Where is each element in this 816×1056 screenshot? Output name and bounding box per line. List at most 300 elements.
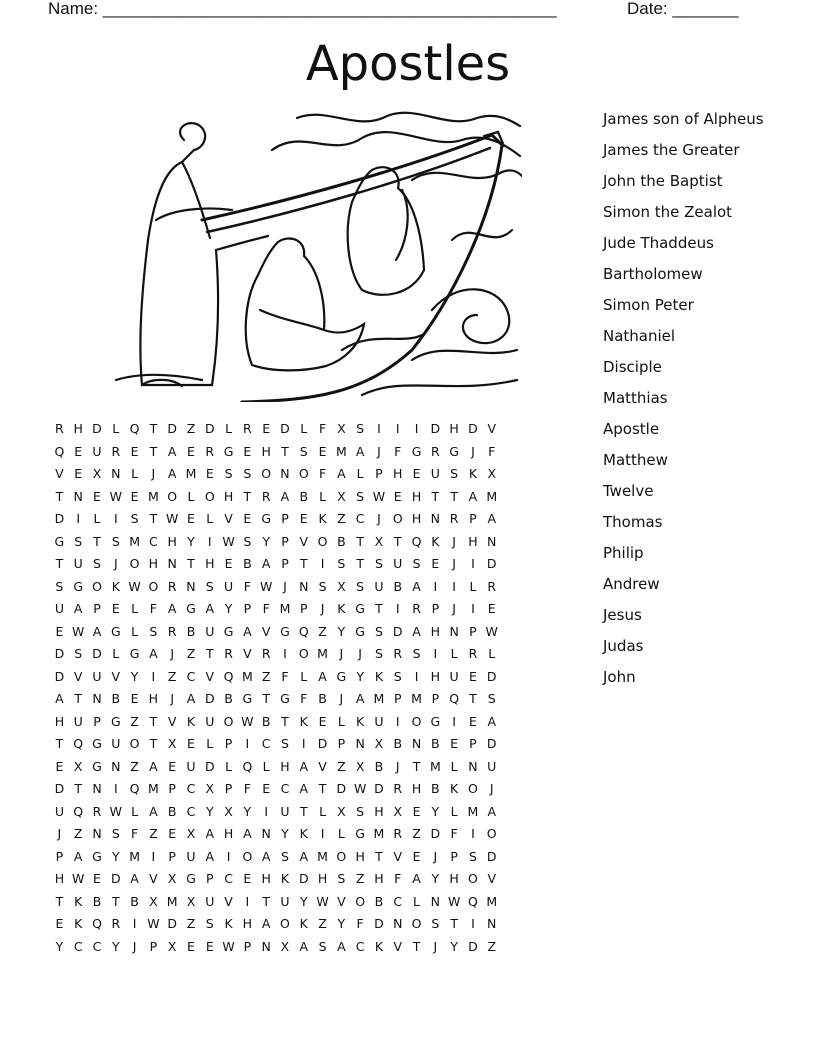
- grid-letter: U: [54, 601, 64, 616]
- grid-letter: N: [449, 623, 459, 639]
- grid-letter: C: [224, 871, 233, 886]
- grid-letter: U: [487, 758, 497, 774]
- grid-letter: T: [55, 488, 64, 504]
- grid-letter: P: [281, 511, 289, 526]
- grid-letter: T: [281, 443, 289, 459]
- grid-letter: I: [132, 916, 137, 931]
- word-list-item: Judas: [603, 637, 644, 655]
- grid-letter: E: [130, 488, 139, 504]
- grid-letter: W: [109, 803, 122, 819]
- grid-letter: X: [355, 758, 365, 774]
- grid-letter: Y: [356, 668, 364, 684]
- grid-letter: P: [281, 556, 289, 571]
- grid-row: [50, 624, 501, 647]
- grid-letter: S: [412, 556, 421, 571]
- grid-letter: E: [412, 803, 421, 819]
- grid-letter: M: [486, 893, 498, 909]
- grid-letter: E: [431, 556, 440, 571]
- grid-letter: L: [206, 511, 214, 526]
- grid-letter: Y: [55, 938, 64, 954]
- grid-letter: X: [374, 533, 384, 549]
- grid-letter: O: [468, 781, 478, 796]
- grid-letter: R: [92, 803, 102, 819]
- grid-letter: M: [166, 893, 178, 909]
- grid-letter: V: [224, 511, 233, 526]
- grid-letter: V: [318, 758, 327, 774]
- grid-letter: C: [393, 893, 403, 909]
- grid-letter: F: [262, 601, 270, 616]
- grid-letter: F: [394, 443, 402, 459]
- grid-letter: P: [55, 848, 64, 864]
- grid-letter: T: [469, 691, 477, 706]
- grid-letter: D: [468, 938, 478, 954]
- grid-letter: K: [299, 916, 308, 931]
- grid-letter: L: [319, 488, 327, 504]
- grid-letter: M: [317, 848, 328, 864]
- grid-row: [50, 916, 501, 939]
- grid-letter: D: [486, 556, 497, 571]
- grid-letter: S: [280, 848, 289, 864]
- grid-letter: Z: [412, 826, 421, 841]
- word-list-item: Nathaniel: [603, 327, 676, 345]
- grid-letter: B: [393, 736, 403, 751]
- date-line: Date: _______: [627, 0, 739, 18]
- grid-letter: D: [204, 421, 215, 436]
- grid-letter: S: [74, 533, 83, 549]
- grid-letter: L: [413, 893, 421, 909]
- grid-letter: Q: [54, 443, 65, 459]
- grid-letter: T: [262, 893, 270, 909]
- grid-letter: X: [186, 893, 196, 909]
- grid-letter: X: [337, 488, 346, 504]
- grid-letter: B: [167, 803, 177, 819]
- grid-letter: V: [73, 668, 83, 684]
- grid-letter: W: [372, 488, 386, 504]
- grid-letter: B: [374, 893, 384, 909]
- grid-letter: T: [450, 916, 458, 931]
- grid-letter: S: [93, 556, 101, 571]
- grid-letter: E: [393, 488, 402, 504]
- grid-letter: I: [301, 736, 306, 751]
- standing-apostle: [140, 123, 268, 385]
- grid-letter: F: [130, 826, 139, 841]
- grid-letter: X: [92, 466, 102, 481]
- grid-letter: G: [355, 623, 365, 639]
- grid-letter: S: [318, 938, 327, 954]
- apostles-boat-illustration: [112, 110, 522, 402]
- grid-letter: Z: [130, 758, 139, 774]
- grid-letter: A: [149, 646, 158, 661]
- grid-letter: A: [167, 466, 177, 481]
- grid-letter: P: [93, 713, 101, 729]
- grid-letter: M: [373, 691, 385, 706]
- grid-letter: S: [318, 578, 327, 594]
- grid-letter: R: [55, 421, 64, 436]
- grid-letter: A: [299, 848, 309, 864]
- grid-letter: A: [261, 916, 271, 931]
- grid-letter: H: [411, 488, 422, 504]
- grid-letter: I: [395, 713, 400, 729]
- grid-letter: E: [243, 511, 252, 526]
- grid-letter: D: [204, 758, 215, 774]
- grid-letter: I: [395, 421, 400, 436]
- grid-letter: F: [318, 466, 327, 481]
- grid-letter: L: [262, 758, 270, 774]
- grid-letter: I: [113, 781, 118, 796]
- grid-letter: S: [74, 646, 83, 661]
- word-list-item: Bartholomew: [603, 265, 703, 283]
- grid-letter: L: [450, 803, 458, 819]
- grid-letter: D: [298, 871, 309, 886]
- grid-letter: Z: [73, 826, 83, 841]
- grid-letter: Y: [299, 893, 308, 909]
- grid-letter: A: [149, 803, 158, 819]
- grid-letter: V: [111, 668, 121, 684]
- grid-letter: U: [280, 893, 290, 909]
- grid-letter: X: [487, 466, 497, 481]
- grid-letter: E: [299, 511, 308, 526]
- grid-letter: Z: [186, 916, 196, 931]
- grid-letter: E: [487, 601, 496, 616]
- grid-letter: O: [298, 646, 309, 661]
- grid-letter: A: [487, 803, 496, 819]
- grid-letter: U: [393, 556, 403, 571]
- grid-letter: L: [488, 646, 496, 661]
- grid-letter: O: [468, 871, 478, 886]
- grid-letter: G: [92, 848, 102, 864]
- grid-letter: H: [148, 556, 159, 571]
- grid-letter: R: [393, 826, 403, 841]
- grid-letter: U: [186, 848, 196, 864]
- grid-letter: N: [73, 488, 83, 504]
- grid-letter: W: [316, 893, 329, 909]
- grid-letter: U: [449, 668, 459, 684]
- grid-letter: K: [450, 781, 459, 796]
- grid-letter: Q: [468, 893, 478, 909]
- grid-letter: T: [205, 646, 214, 661]
- grid-letter: B: [130, 893, 139, 909]
- grid-letter: H: [374, 803, 384, 819]
- grid-letter: X: [337, 803, 346, 819]
- grid-letter: J: [452, 601, 456, 616]
- grid-letter: H: [54, 871, 65, 886]
- grid-letter: S: [149, 623, 158, 639]
- grid-letter: V: [224, 893, 233, 909]
- word-list-item: Twelve: [603, 482, 654, 500]
- grid-letter: T: [74, 781, 83, 796]
- grid-letter: M: [486, 488, 498, 504]
- grid-letter: R: [393, 781, 403, 796]
- grid-letter: O: [148, 578, 159, 594]
- grid-letter: J: [433, 938, 438, 954]
- grid-letter: D: [468, 421, 478, 436]
- grid-letter: A: [487, 511, 496, 526]
- grid-letter: V: [487, 421, 496, 436]
- grid-letter: I: [471, 601, 475, 616]
- grid-letter: J: [113, 556, 118, 571]
- grid-letter: B: [431, 781, 440, 796]
- grid-letter: D: [392, 623, 403, 639]
- grid-letter: F: [394, 871, 402, 886]
- grid-row: [50, 759, 501, 782]
- grid-letter: T: [281, 713, 289, 729]
- grid-letter: Y: [243, 803, 252, 819]
- grid-letter: C: [186, 668, 196, 684]
- grid-letter: J: [57, 826, 62, 841]
- grid-row: [50, 714, 501, 737]
- grid-letter: C: [261, 736, 271, 751]
- grid-letter: E: [187, 443, 195, 459]
- grid-letter: J: [489, 781, 494, 796]
- grid-letter: I: [113, 511, 118, 526]
- grid-letter: L: [131, 466, 139, 481]
- grid-letter: Y: [337, 916, 346, 931]
- grid-letter: N: [261, 826, 271, 841]
- seated-figure: [348, 167, 424, 295]
- grid-letter: D: [54, 646, 65, 661]
- grid-letter: Z: [130, 713, 139, 729]
- grid-letter: R: [167, 623, 177, 639]
- grid-letter: B: [318, 691, 327, 706]
- grid-letter: I: [471, 916, 475, 931]
- grid-letter: G: [186, 601, 196, 616]
- grid-letter: E: [74, 466, 83, 481]
- grid-letter: X: [167, 736, 177, 751]
- grid-letter: Z: [186, 421, 196, 436]
- grid-letter: T: [187, 556, 195, 571]
- grid-letter: Q: [73, 803, 84, 819]
- grid-letter: U: [205, 623, 215, 639]
- grid-letter: C: [355, 511, 365, 526]
- grid-letter: A: [468, 488, 478, 504]
- grid-letter: J: [151, 466, 156, 481]
- grid-letter: S: [243, 533, 252, 549]
- grid-row: [50, 534, 501, 557]
- grid-letter: U: [92, 443, 102, 459]
- grid-letter: B: [224, 691, 233, 706]
- grid-letter: P: [93, 601, 101, 616]
- grid-letter: H: [148, 691, 159, 706]
- grid-letter: X: [167, 871, 177, 886]
- grid-letter: A: [130, 871, 139, 886]
- grid-letter: A: [355, 443, 365, 459]
- grid-letter: J: [377, 443, 381, 459]
- grid-letter: W: [147, 916, 160, 931]
- grid-letter: A: [412, 623, 421, 639]
- grid-letter: B: [92, 893, 102, 909]
- grid-letter: S: [431, 916, 440, 931]
- grid-row: [50, 421, 501, 444]
- grid-letter: N: [355, 736, 365, 751]
- grid-letter: N: [111, 466, 121, 481]
- grid-letter: X: [167, 938, 177, 954]
- grid-letter: J: [283, 578, 287, 594]
- grid-letter: U: [186, 758, 196, 774]
- grid-letter: P: [431, 601, 440, 616]
- grid-letter: L: [112, 646, 120, 661]
- grid-letter: A: [261, 848, 271, 864]
- grid-letter: K: [337, 601, 346, 616]
- grid-letter: N: [92, 781, 102, 796]
- grid-letter: U: [54, 803, 64, 819]
- grid-letter: Z: [318, 623, 327, 639]
- grid-letter: H: [73, 421, 83, 436]
- grid-letter: Y: [431, 871, 440, 886]
- grid-letter: T: [55, 556, 64, 571]
- grid-letter: U: [73, 556, 83, 571]
- grid-letter: C: [92, 938, 102, 954]
- grid-letter: J: [170, 691, 175, 706]
- grid-letter: R: [111, 916, 121, 931]
- grid-letter: E: [93, 871, 101, 886]
- grid-letter: O: [92, 578, 102, 594]
- word-list-item: Simon Peter: [603, 296, 694, 314]
- grid-letter: P: [243, 601, 252, 616]
- grid-letter: U: [374, 578, 384, 594]
- grid-letter: O: [280, 916, 290, 931]
- wave-lines: [297, 113, 520, 126]
- grid-letter: U: [280, 803, 290, 819]
- grid-letter: A: [261, 556, 271, 571]
- grid-letter: T: [356, 533, 364, 549]
- grid-letter: L: [469, 578, 477, 594]
- grid-letter: V: [205, 668, 215, 684]
- grid-letter: T: [55, 893, 64, 909]
- grid-letter: D: [486, 668, 497, 684]
- grid-letter: K: [318, 511, 327, 526]
- grid-letter: I: [395, 601, 400, 616]
- word-list-item: James the Greater: [603, 141, 740, 159]
- grid-letter: R: [261, 488, 271, 504]
- grid-letter: J: [339, 691, 344, 706]
- grid-letter: O: [167, 488, 178, 504]
- grid-letter: R: [224, 646, 233, 661]
- grid-letter: Y: [431, 803, 440, 819]
- grid-letter: T: [93, 533, 101, 549]
- grid-letter: G: [355, 601, 365, 616]
- grid-letter: K: [224, 916, 233, 931]
- grid-letter: P: [450, 848, 458, 864]
- grid-letter: H: [261, 443, 271, 459]
- grid-letter: I: [414, 668, 419, 684]
- grid-letter: T: [149, 736, 158, 751]
- grid-letter: I: [433, 646, 438, 661]
- grid-letter: O: [223, 713, 234, 729]
- grid-letter: S: [487, 691, 496, 706]
- grid-letter: H: [374, 871, 384, 886]
- grid-letter: G: [336, 668, 347, 684]
- grid-letter: G: [186, 871, 196, 886]
- grid-letter: Q: [92, 916, 102, 931]
- grid-letter: X: [205, 781, 215, 796]
- grid-letter: V: [261, 623, 271, 639]
- grid-row: [50, 736, 501, 759]
- grid-letter: E: [111, 601, 120, 616]
- grid-letter: I: [414, 421, 419, 436]
- word-list-item: John the Baptist: [603, 172, 723, 190]
- grid-letter: L: [450, 758, 458, 774]
- grid-letter: S: [393, 668, 402, 684]
- grid-letter: S: [468, 848, 477, 864]
- grid-letter: K: [468, 466, 478, 481]
- grid-letter: F: [318, 421, 327, 436]
- grid-letter: N: [487, 916, 497, 931]
- word-list-item: Jesus: [603, 606, 642, 624]
- grid-letter: D: [430, 826, 441, 841]
- grid-letter: A: [355, 691, 365, 706]
- word-list-item: James son of Alpheus: [603, 110, 764, 128]
- grid-letter: W: [259, 578, 273, 594]
- grid-letter: I: [245, 736, 250, 751]
- word-list-item: Matthew: [603, 451, 668, 469]
- grid-letter: L: [131, 803, 139, 819]
- grid-letter: I: [226, 848, 231, 864]
- grid-letter: L: [356, 466, 364, 481]
- grid-letter: X: [73, 758, 83, 774]
- grid-letter: E: [187, 736, 195, 751]
- grid-letter: W: [165, 511, 179, 526]
- grid-letter: M: [429, 758, 441, 774]
- grid-letter: T: [318, 781, 327, 796]
- grid-letter: S: [356, 578, 365, 594]
- grid-letter: E: [224, 556, 233, 571]
- grid-letter: E: [187, 511, 195, 526]
- grid-letter: D: [54, 781, 65, 796]
- grid-letter: P: [469, 511, 477, 526]
- grid-letter: I: [471, 826, 475, 841]
- grid-letter: A: [337, 938, 346, 954]
- grid-letter: D: [374, 781, 384, 796]
- grid-letter: R: [487, 578, 497, 594]
- grid-letter: J: [320, 601, 325, 616]
- grid-letter: M: [411, 691, 422, 706]
- grid-letter: Y: [111, 848, 120, 864]
- word-list-item: Jude Thaddeus: [603, 234, 714, 252]
- grid-letter: F: [300, 691, 308, 706]
- grid-letter: U: [205, 893, 215, 909]
- grid-row: [50, 781, 501, 804]
- grid-letter: D: [280, 421, 290, 436]
- grid-letter: E: [130, 443, 139, 459]
- grid-letter: X: [393, 803, 403, 819]
- word-list-item: Apostle: [603, 420, 660, 438]
- grid-letter: D: [167, 421, 177, 436]
- grid-letter: Q: [298, 623, 309, 639]
- grid-letter: J: [395, 758, 400, 774]
- grid-letter: K: [111, 578, 120, 594]
- name-line: Name: ________________________________________________: [48, 0, 557, 18]
- grid-row: [50, 444, 501, 467]
- grid-letter: I: [433, 578, 438, 594]
- grid-letter: D: [374, 916, 384, 931]
- grid-letter: G: [54, 533, 65, 549]
- grid-letter: B: [374, 758, 384, 774]
- grid-letter: I: [471, 556, 475, 571]
- grid-letter: Y: [224, 601, 233, 616]
- grid-letter: U: [374, 713, 384, 729]
- grid-letter: L: [300, 668, 308, 684]
- grid-letter: M: [147, 781, 159, 796]
- kneeling-figure: [246, 238, 364, 370]
- grid-letter: B: [337, 533, 346, 549]
- grid-letter: L: [131, 601, 139, 616]
- grid-letter: E: [55, 623, 64, 639]
- grid-letter: L: [93, 511, 101, 526]
- grid-letter: K: [299, 713, 308, 729]
- grid-letter: G: [449, 443, 459, 459]
- grid-letter: R: [111, 443, 121, 459]
- grid-letter: U: [92, 668, 102, 684]
